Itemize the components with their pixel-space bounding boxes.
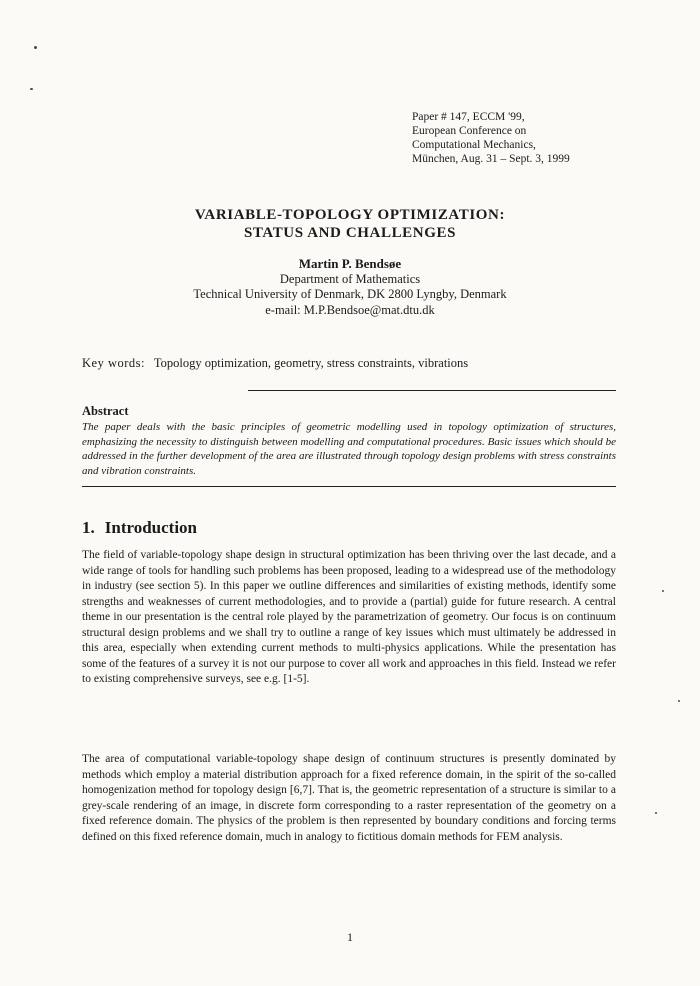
author-name: Martin P. Bendsøe — [298, 256, 402, 271]
page-number: 1 — [347, 930, 353, 944]
conference-note-line: München, Aug. 31 – Sept. 3, 1999 — [412, 153, 570, 165]
author-department: Department of Mathematics — [279, 271, 421, 286]
section-heading — [82, 518, 197, 538]
scan-speck — [655, 812, 657, 814]
body-paragraph: The area of computational variable-topology shape design of continuum structures is presently dominated by methods which employ a material distribution approach for a fixed reference domain, in the spirit of the so-called homogenization method for topology design [6,7]. That is, the geometric representation of a structure is similar to a grey-scale rendering of an image, in discrete form corresponding to a raster representation of the geometry on a fixed reference domain. The physics of the problem is then represented by boundary conditions and forcing terms defined on this fixed reference domain, much in analogy to fictitious domain methods for FEM analysis. — [82, 753, 616, 843]
author-email: e-mail: M.P.Bendsoe@mat.dtu.dk — [265, 302, 435, 317]
conference-note-line: Paper # 147, ECCM '99, — [412, 111, 525, 123]
conference-note — [412, 110, 652, 166]
scan-speck — [678, 700, 680, 702]
section-number: 1. — [82, 518, 95, 537]
abstract-text: The paper deals with the basic principles of geometric modelling used in topology optimization of structures, emphasizing the necessity to distinguish between modelling and computational procedures. Basic issues which should be addressed in the further development of the area are illustrated through topology design problems with stress constraints and vibration constraints. — [82, 421, 616, 477]
body-paragraph: The field of variable-topology shape design in structural optimization has been thriving over the last decade, and a wide range of tools for handling such problems has been proposed, leading to a widespread use of the methodology in industry (see section 5). In this paper we outline differences and similarities of existing methods, identify some strengths and weaknesses of current methodologies, and to provide a (partial) guide for future research. A central theme in our presentation is the central role played by the parametrization of geometry. Our focus is on continuum structural design problems and we shall try to outline a range of key issues which must ultimately be addressed in this area, especially when extending current methods to multi-physics applications. While the presentation has some of the features of a survey it is not our purpose to cover all work and approaches in this field. Instead we refer to existing comprehensive surveys, see e.g. [1-5]. — [82, 549, 616, 685]
keywords — [82, 356, 642, 371]
conference-note-line: European Conference on — [412, 125, 527, 137]
keywords-text: Topology optimization, geometry, stress constraints, vibrations — [153, 356, 469, 370]
scan-speck — [34, 46, 37, 49]
keywords-label: Key words: — [82, 356, 145, 370]
abstract-bottom-rule — [82, 486, 616, 487]
scan-speck — [30, 88, 33, 90]
paper-title-line-1: VARIABLE-TOPOLOGY OPTIMIZATION: — [194, 207, 506, 223]
scan-speck — [662, 590, 664, 592]
paper-title-line-2: STATUS AND CHALLENGES — [243, 225, 457, 241]
paper-title — [0, 206, 700, 242]
abstract-top-rule — [248, 390, 616, 391]
section-title: Introduction — [104, 518, 198, 537]
author-block — [0, 256, 700, 318]
conference-note-line: Computational Mechanics, — [412, 139, 536, 151]
abstract-heading: Abstract — [82, 404, 129, 418]
author-institution: Technical University of Denmark, DK 2800 Lyngby, Denmark — [193, 287, 507, 301]
